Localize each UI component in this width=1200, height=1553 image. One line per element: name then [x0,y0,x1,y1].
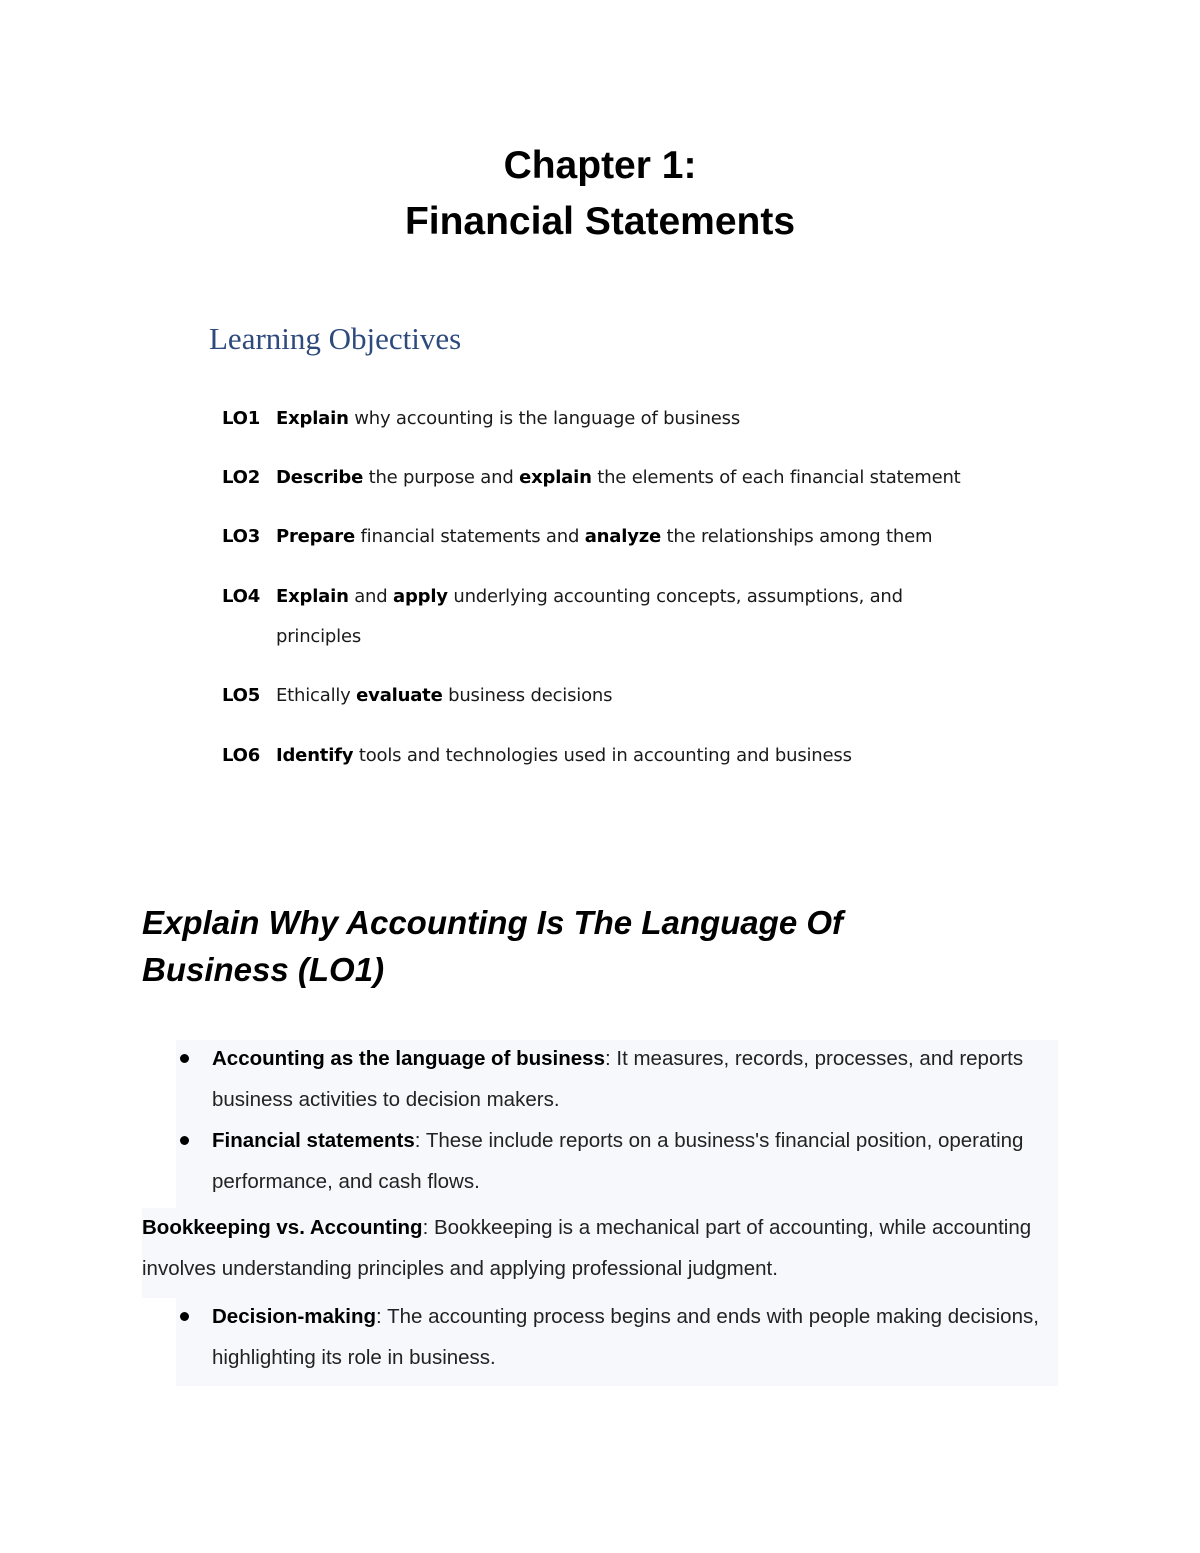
lo-mid: financial statements and [355,526,585,547]
lo-code: LO4 [222,586,261,607]
lo-pre: Ethically [276,685,357,706]
lo-text [276,577,966,657]
lo-text [276,399,1022,439]
paragraph-term: Bookkeeping vs. Accounting [142,1216,423,1239]
lo-rest: underlying accounting concepts, assumptions, and principles [276,586,903,647]
bullet-text: : These include reports on a business's financial position, operating performance, and cash flows. [212,1129,1024,1193]
lo-item-3 [222,517,1022,557]
list-item [212,1038,1062,1120]
lo-code: LO5 [222,685,261,706]
lo-code: LO2 [222,467,261,488]
list-item [212,1120,1062,1202]
lo-item-2 [222,458,1022,498]
lo-item-5 [222,676,1022,716]
bullet-term: Financial statements [212,1129,415,1152]
lo-rest: the elements of each financial statement [591,467,961,488]
lo-mid: and [348,586,394,607]
lo-verb: Describe [276,467,364,488]
lo-item-1 [222,399,1022,439]
lo-verb: Explain [276,586,349,607]
lo-verb: Identify [276,745,354,766]
lo-mid: the purpose and [363,467,520,488]
lo-text [276,517,1022,557]
lo-code: LO6 [222,745,261,766]
lo-verb: Explain [276,408,349,429]
lo-rest: business decisions [442,685,613,706]
bullet-text: : It measures, records, processes, and reports business activities to decision makers. [212,1047,1024,1111]
lo-text [276,458,1022,498]
bullet-list [212,1038,1062,1202]
list-item [212,1296,1062,1378]
lo-text [276,736,1022,776]
learning-objectives-heading: Learning Objectives [209,321,462,356]
lo-item-4 [222,577,1022,657]
bullet-term: Accounting as the language of business [212,1047,605,1070]
paragraph [142,1207,1062,1289]
lo-code: LO1 [222,408,261,429]
bullet-list [212,1296,1062,1378]
lo-code: LO3 [222,526,261,547]
lo-rest: tools and technologies used in accounting and business [353,745,852,766]
lo-verb: Prepare [276,526,355,547]
title-line-2: Financial Statements [404,200,796,243]
lo-rest: why accounting is the language of business [348,408,741,429]
lo-text [276,676,1022,716]
lo-verb-2: analyze [584,526,662,547]
lo-verb: evaluate [356,685,443,706]
lo-verb-2: apply [393,586,448,607]
section-heading: Explain Why Accounting Is The Language Of Business (LO1) [142,904,843,988]
bullet-text: : The accounting process begins and ends with people making decisions, highlighting its role in business. [212,1305,1039,1369]
lo-verb-2: explain [519,467,592,488]
lo-rest: the relationships among them [661,526,933,547]
paragraph-text: : Bookkeeping is a mechanical part of accounting, while accounting involves understanding principles and applying professional judgment. [142,1216,1032,1280]
bullet-term: Decision-making [212,1305,377,1328]
page-title [0,138,1200,250]
lo-item-6 [222,736,1022,776]
title-line-1: Chapter 1: [503,144,697,187]
